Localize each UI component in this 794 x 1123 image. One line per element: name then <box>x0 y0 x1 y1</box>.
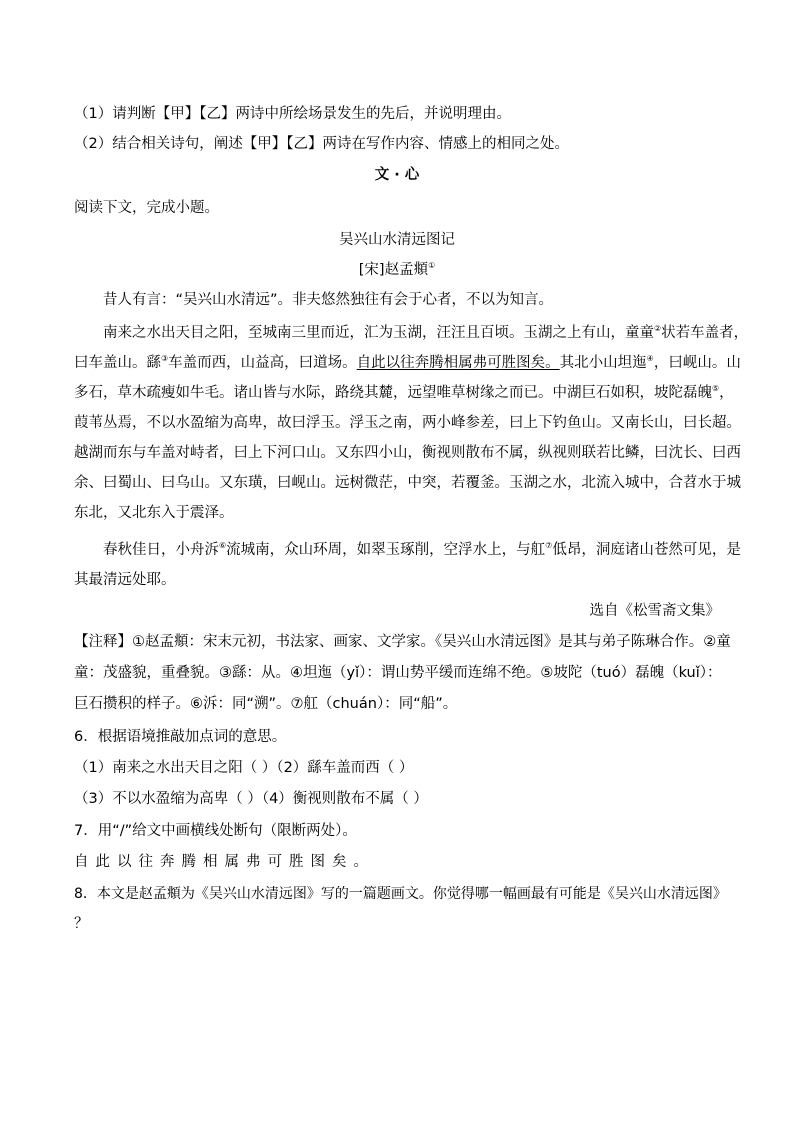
essay-paragraph-2-line: 葭苇丛焉，不以水盈缩为高卑，故曰浮玉。浮玉之南，两小峰参差，曰上下钓鱼山。又南长山，曰长超。 <box>74 415 741 431</box>
text-span: 流城南，众山环周，如翠玉琢削，空浮水上，与舡 <box>226 542 546 558</box>
text-span: ， <box>719 385 734 401</box>
instruction: 阅读下文，完成小题。 <box>74 200 219 216</box>
essay-paragraph-3-line <box>74 540 741 560</box>
essay-paragraph-2-line <box>74 353 741 373</box>
essay-paragraph-3-line: 其最清远处耶。 <box>74 572 176 588</box>
note-ref: ③ <box>161 354 169 363</box>
notes-line: 巨石攒积的样子。⑥泝：同“溯”。⑦舡（chuán）：同“船”。 <box>74 696 458 712</box>
notes-line: 童：茂盛貌，重叠貌。③繇：从。④坦迤（yǐ）：谓山势平缓而连绵不绝。⑤坡陀（tuó）磊魄（kuǐ）： <box>74 665 722 681</box>
question-8: 8．本文是赵孟頫为《吴兴山水清远图》写的一篇题画文。你觉得哪一幅画最有可能是《吴兴山水清远图》 <box>74 886 727 902</box>
question-7-text: 自此以往奔腾相属弗可胜图矣。 <box>74 854 375 870</box>
text-span: ，曰岘山。山 <box>653 355 741 371</box>
question-7: 7．用“/”给文中画横线处断句（限断两处）。 <box>74 823 357 839</box>
question-8-end: ？ <box>74 916 89 932</box>
text-span: 多石，草木疏瘦如牛毛。诸山皆与水际，路绕其麓，远望唯草树缘之而已。中湖巨石如积，坡陀磊魄 <box>74 385 712 401</box>
question-6: 6．根据语境推敲加点词的意思。 <box>74 729 287 745</box>
text-span: 南来之水出天目之阳，至城南三里而近，汇为玉湖，汪汪且百顷。玉湖之上有山，童童 <box>103 325 654 341</box>
text-span: 状若车盖者， <box>661 325 749 341</box>
essay-paragraph-2-line <box>74 383 734 403</box>
text-span: 低昂，洞庭诸山苍然可见，是 <box>552 542 741 558</box>
text-span: 曰车盖山。繇 <box>74 355 161 371</box>
essay-paragraph-2-line <box>74 323 749 343</box>
essay-paragraph-2-line: 东北，又北东入于震泽。 <box>74 505 234 521</box>
notes-line: 【注释】①赵孟頫：宋末元初，书法家、画家、文学家。《吴兴山水清远图》是其与弟子陈琳合作。②童 <box>74 634 731 650</box>
question-6-items: （1）南来之水出天目之阳（ ）（2）繇车盖而西（ ） <box>74 760 414 776</box>
underlined-sentence: 自此以往奔腾相属弗可胜图矣。 <box>356 355 560 371</box>
essay-source: 选自《松雪斋文集》 <box>589 603 720 619</box>
section-title: 文 · 心 <box>374 167 420 183</box>
essay-paragraph-2-line: 余、曰蜀山、曰乌山。又东璜，曰岘山。远树微茫，中突，若覆釜。玉湖之水，北流入城中，合苕水于城 <box>74 475 741 491</box>
essay-author <box>0 260 794 280</box>
note-ref: ① <box>428 261 436 270</box>
note-ref: ④ <box>646 354 654 363</box>
author-name: [宋]赵孟頫 <box>358 262 429 278</box>
essay-paragraph-2-line: 越湖而东与车盖对峙者，曰上下河口山。又东四小山，衡视则散布不属，纵视则联若比鳞，曰沈长、曰西 <box>74 445 741 461</box>
question-2: （2）结合相关诗句，阐述【甲】【乙】两诗在写作内容、情感上的相同之处。 <box>74 136 569 152</box>
essay-paragraph-1: 昔人有言：“吴兴山水清远”。非夫悠然独往有会于心者，不以为知言。 <box>103 292 554 308</box>
note-ref: ⑦ <box>545 541 553 550</box>
essay-title: 吴兴山水清远图记 <box>339 232 455 248</box>
question-1: （1）请判断【甲】【乙】两诗中所绘场景发生的先后，并说明理由。 <box>74 106 511 122</box>
text-span: 其北小山坦迤 <box>559 355 647 371</box>
note-ref: ⑤ <box>712 384 720 393</box>
text-span: 春秋佳日，小舟泝 <box>103 542 219 558</box>
note-ref: ② <box>654 324 662 333</box>
text-span: 车盖而西，山益高，曰道场。 <box>168 355 357 371</box>
note-ref: ⑥ <box>219 541 227 550</box>
question-6-items: （3）不以水盈缩为高卑（ ）（4）衡视则散布不属（ ） <box>74 791 428 807</box>
